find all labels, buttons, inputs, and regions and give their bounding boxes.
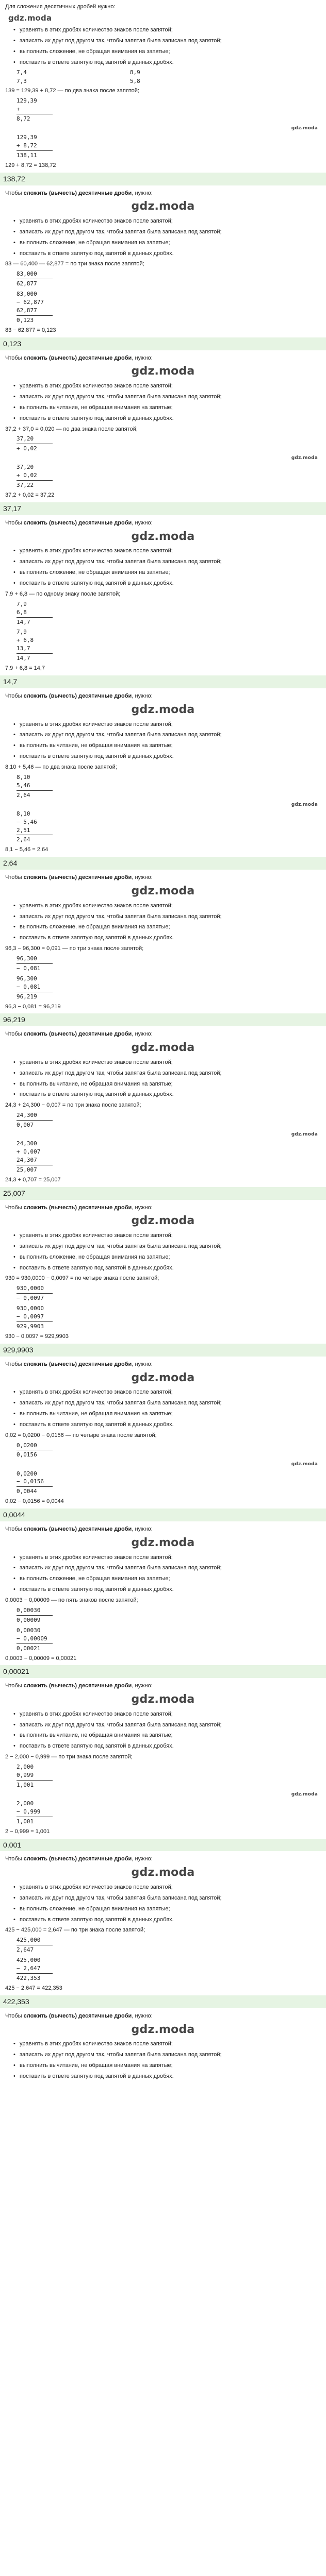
calc-row: 929,9903 [17,1323,44,1330]
calc-row: 6,8 [17,608,27,616]
calc-row: 0,0200 [17,1470,37,1477]
watermark: gdz.moda [291,125,318,131]
calc-row: 930,0000 [17,1285,44,1292]
calc-row: 425,000 [17,1937,41,1944]
rule-write: • записать их друг под другом так, чтобы запятая была записана под запятой; [13,393,321,401]
problem-intro: 425 − 425,000 = 2,647 — по три знака после запятой; [5,1927,145,1934]
problem-intro: 37,2 + 37,0 = 0,020 — по два знака после запятой; [5,426,138,432]
task-title: Чтобы сложить (вычесть) десятичные дроби, нужно: [5,692,153,699]
calc-row: − 2,647 [17,1965,41,1972]
rule-sub: • выполнить вычитание, не обращая внимания на запятые; [13,1410,321,1418]
calc-row: 0,0156 [17,1451,37,1459]
problem-block [5,260,321,422]
calc-row: 2,51 [17,826,30,834]
calc-row: − 0,081 [17,983,41,990]
rule-write: • записать их друг под другом так, чтобы запятая была записана под запятой; [13,913,321,921]
rule-add: • выполнить сложение, не обращая внимания на запятые; [13,923,321,931]
calc-row: 14,7 [17,618,30,625]
calc-row: 24,307 [17,1156,37,1163]
problem-result: 425 − 2,647 = 422,353 [5,1985,62,1991]
calc-row: + 6,8 [17,637,34,644]
task-title: Чтобы сложить (вычесть) десятичные дроби, нужно: [5,1856,153,1862]
watermark: gdz.moda [131,365,195,378]
calc-row: 96,219 [17,993,37,1000]
task-title-bold: сложить (вычесть) десятичные дроби [23,1526,132,1533]
answer-bar: 37,17 [0,502,326,515]
calc-row: − 5,46 [17,818,37,825]
problem-block [5,426,321,587]
calc-row: 96,300 [17,955,37,962]
rule-align: • уравнять в этих дробях количество знаков после запятой; [13,26,321,34]
calc-row: − 0,0097 [17,1295,44,1302]
watermark: gdz.moda [131,2023,195,2036]
problem-block [5,1432,321,1594]
column-calc [17,1763,321,1789]
calc-row: 8,72 [17,115,30,122]
calc-divider [17,315,53,316]
column-calc [17,1956,321,1982]
calc-row: + 8,72 [17,142,37,149]
rule-put: • поставить в ответе запятую под запятой в данных дробях. [13,1264,321,1272]
watermark: gdz.moda [291,455,318,461]
calc-row: 2,647 [17,1946,34,1954]
calc-row: 2,64 [17,791,30,799]
rules-list [5,2040,321,2080]
rule-write: • записать их друг под другом так, чтобы запятая была записана под запятой; [13,1243,321,1250]
calc-row: 930,0000 [17,1305,44,1312]
column-calc [17,1284,321,1302]
rules-list [5,547,321,587]
task-title-bold: сложить (вычесть) десятичные дроби [23,1361,132,1367]
rule-align: • уравнять в этих дробях количество знаков после запятой; [13,902,321,910]
task-title-bold: сложить (вычесть) десятичные дроби [23,1683,132,1689]
column-calc [17,290,321,325]
rule-align: • уравнять в этих дробях количество знаков после запятой; [13,1710,321,1718]
rule-add: • выполнить сложение, не обращая внимания на запятые; [13,1905,321,1913]
calc-row: 0,00030 [17,1626,41,1634]
calc-row: 2,64 [17,836,30,843]
calc-row: 0,00021 [17,1645,41,1652]
watermark: gdz.moda [131,703,195,716]
rules-list [5,1884,321,1923]
rule-align: • уравнять в этих дробях количество знаков после запятой; [13,1232,321,1240]
calc-row: + 0,007 [17,1148,41,1156]
rule-write: • записать их друг под другом так, чтобы запятая была записана под запятой; [13,1399,321,1407]
calc-divider [17,963,53,964]
calc-row: 129,39 [17,97,37,104]
problem-block [5,1597,321,1750]
problem-result: 83 − 62,877 = 0,123 [5,327,56,333]
column-calc [17,435,321,453]
problem-block [5,87,321,257]
task-title: Чтобы сложить (вычесть) десятичные дроби, нужно: [5,1204,153,1211]
answer-bar: 929,9903 [0,1344,326,1357]
column-calc [17,1800,321,1826]
rule-write: • записать их друг под другом так, чтобы запятая была записана под запятой; [13,558,321,566]
calc-row: − 0,999 [17,1808,41,1815]
rule-add: • выполнить сложение, не обращая внимания на запятые; [13,1575,321,1583]
example-pair [17,78,321,86]
rule-write: • записать их друг под другом так, чтобы запятая была записана под запятой; [13,1894,321,1902]
problem-result: 0,02 − 0,0156 = 0,0044 [5,1498,64,1505]
calc-divider [17,1321,53,1322]
rule-sub: • выполнить вычитание, не обращая внимания на запятые; [13,2062,321,2070]
rule-write: • записать их друг под другом так, чтобы запятая была записана под запятой; [13,2051,321,2059]
column-calc [17,1606,321,1624]
watermark: gdz.moda [291,802,318,807]
problem-intro: 24,3 + 24,300 − 0,007 = по три знака после запятой; [5,1102,141,1109]
calc-row: 425,000 [17,1957,41,1964]
rule-put: • поставить в ответе запятую под запятой в данных дробях. [13,250,321,258]
rules-list [5,1554,321,1594]
watermark: gdz.moda [131,530,195,543]
rule-put: • поставить в ответе запятую под запятой в данных дробях. [13,580,321,587]
calc-divider [17,790,53,791]
calc-row: 0,999 [17,1771,34,1778]
watermark: gdz.moda [131,1536,195,1549]
calc-row: 37,20 [17,464,34,471]
column-calc [17,1470,321,1496]
pair-left: 7,3 [17,78,27,85]
watermark: gdz.moda [131,1866,195,1879]
problem-block [5,1275,321,1428]
rule-put: • поставить в ответе запятую под запятой в данных дробях. [13,1091,321,1098]
column-calc [17,1626,321,1653]
rules-list [5,26,321,66]
watermark: gdz.moda [291,1462,318,1467]
problem-result: 24,3 + 0,707 = 25,007 [5,1176,61,1183]
column-calc [17,97,321,123]
column-calc [17,810,321,844]
problem-intro: 0,02 = 0,0200 − 0,0156 — по четыре знака после запятой; [5,1432,157,1438]
rules-list [5,1388,321,1428]
rule-align: • уравнять в этих дробях количество знаков после запятой; [13,2040,321,2048]
rule-align: • уравнять в этих дробях количество знаков после запятой; [13,1059,321,1066]
calc-row: 8,10 [17,773,30,781]
calc-row: 13,7 [17,645,30,652]
answer-bar: 2,64 [0,857,326,870]
calc-row: 62,877 [17,280,37,287]
task-title-bold: сложить (вычесть) десятичные дроби [23,2012,132,2019]
problem-block [5,945,321,1098]
task-title: Чтобы сложить (вычесть) десятичные дроби, нужно: [5,190,153,196]
calc-row: − 0,0156 [17,1478,44,1485]
task-title: Чтобы сложить (вычесть) десятичные дроби, нужно: [5,2012,153,2019]
problem-intro: 96,3 − 96,300 = 0,091 — по три знака после запятой; [5,945,144,952]
rules-list [5,1059,321,1098]
rule-align: • уравнять в этих дробях количество знаков после запятой; [13,1554,321,1562]
rule-write: • записать их друг под другом так, чтобы запятая была записана под запятой; [13,1564,321,1572]
watermark: gdz.moda [131,1041,195,1055]
column-calc [17,975,321,1001]
task-title: Чтобы сложить (вычесть) десятичные дроби, нужно: [5,519,153,526]
watermark: gdz.moda [131,200,195,213]
rule-sub: • выполнить вычитание, не обращая внимания на запятые; [13,1080,321,1088]
calc-divider [17,1780,53,1781]
calc-row: 422,353 [17,1974,41,1981]
problem-block [5,1101,321,1272]
task-title-bold: сложить (вычесть) десятичные дроби [23,1856,132,1862]
watermark: gdz.moda [8,13,52,23]
calc-row: 0,00030 [17,1606,41,1614]
calc-row: 0,0200 [17,1442,37,1449]
rule-put: • поставить в ответе запятую под запятой в данных дробях. [13,1586,321,1594]
calc-row: 2,000 [17,1800,34,1807]
answer-bar: 96,219 [0,1013,326,1026]
watermark: gdz.moda [131,885,195,897]
calc-row: + 0,02 [17,445,37,452]
pair-right: 5,8 [129,78,140,85]
answer-bar: 422,353 [0,1995,326,2008]
calc-divider [17,1973,53,1974]
task-title: Чтобы сложить (вычесть) десятичные дроби, нужно: [5,1361,153,1367]
problem-block [5,764,321,942]
answer-bar: 0,00021 [0,1665,326,1678]
calc-row: 0,007 [17,1122,34,1129]
watermark: gdz.moda [131,1214,195,1228]
task-title-bold: сложить (вычесть) десятичные дроби [23,190,132,196]
rule-put: • поставить в ответе запятую под запятой в данных дробях. [13,753,321,760]
column-calc [17,270,321,288]
rule-write: • записать их друг под другом так, чтобы запятая была записана под запятой; [13,228,321,236]
calc-row: 138,11 [17,151,37,159]
rule-write: • записать их друг под другом так, чтобы запятая была записана под запятой; [13,1721,321,1729]
column-calc [17,1111,321,1129]
task-title: Чтобы сложить (вычесть) десятичные дроби, нужно: [5,874,153,881]
example-pair [17,69,321,77]
answer-bar: 0,001 [0,1839,326,1852]
column-calc [17,463,321,489]
task-title-bold: сложить (вычесть) десятичные дроби [23,874,132,881]
task-title: Чтобы сложить (вычесть) десятичные дроби, нужно: [5,1526,153,1533]
rules-list [5,902,321,942]
task-title: Чтобы сложить (вычесть) десятичные дроби, нужно: [5,354,153,361]
problem-block [5,590,321,760]
rule-align: • уравнять в этих дробях количество знаков после запятой; [13,217,321,225]
calc-row: 96,300 [17,975,37,982]
rules-list [5,1232,321,1272]
answer-bar: 14,7 [0,675,326,688]
problem-result: 129 + 8,72 = 138,72 [5,162,56,168]
problem-intro: 2 − 2,000 − 0,999 — по три знака после запятой; [5,1754,133,1760]
rule-put: • поставить в ответе запятую под запятой в данных дробях. [13,1742,321,1750]
calc-row: 0,00009 [17,1616,41,1623]
rule-put: • поставить в ответе запятую под запятой в данных дробях. [13,1421,321,1429]
problem-result: 2 − 0,999 = 1,001 [5,1828,50,1835]
watermark: gdz.moda [131,1693,195,1706]
rule-put: • поставить в ответе запятую под запятой в данных дробях. [13,934,321,942]
calc-divider [17,653,53,654]
task-title: Чтобы сложить (вычесть) десятичные дроби, нужно: [5,1031,153,1038]
calc-row: 14,7 [17,655,30,662]
calc-row: 37,22 [17,482,34,489]
answer-bar: 0,123 [0,337,326,350]
calc-divider [17,1615,53,1616]
rule-write: • записать их друг под другом так, чтобы запятая была записана под запятой; [13,37,321,45]
calc-divider [17,617,53,618]
calc-row: − 62,877 [17,299,44,306]
calc-divider [17,1486,53,1487]
calc-row: 7,9 [17,600,27,607]
column-calc [17,955,321,973]
task-title-bold: сложить (вычесть) десятичные дроби [23,692,132,699]
problem-intro: 0,0003 − 0,00009 — по пять знаков после запятой; [5,1597,138,1603]
rule-add: • выполнить сложение, не обращая внимания на запятые; [13,48,321,56]
calc-row: 1,001 [17,1781,34,1788]
problem-intro: 139 = 129,39 + 8,72 — по два знака после запятой; [5,88,139,94]
task-title-bold: сложить (вычесть) десятичные дроби [23,354,132,361]
problems-list [5,87,321,2080]
rule-write: • записать их друг под другом так, чтобы запятая была записана под запятой; [13,1070,321,1077]
calc-row: 5,46 [17,782,30,789]
rule-add: • выполнить сложение, не обращая внимания на запятые; [13,1253,321,1261]
rules-list [5,1710,321,1750]
watermark: gdz.moda [291,1791,318,1797]
rule-align: • уравнять в этих дробях количество знаков после запятой; [13,1884,321,1891]
problem-result: 930 − 0,0097 = 929,9903 [5,1333,69,1340]
problem-block [5,1926,321,2080]
rules-list [5,382,321,422]
problem-result: 7,9 + 6,8 = 14,7 [5,665,45,672]
problem-intro: 8,10 + 5,46 — по два знака после запятой; [5,764,117,770]
rule-put: • поставить в ответе запятую под запятой в данных дробях. [13,59,321,66]
pair-left: 7,4 [17,69,27,76]
column-calc [17,773,321,800]
intro-text: Для сложения десятичных дробей нужно: [5,4,116,10]
calc-divider [17,150,53,151]
calc-divider [17,1643,53,1644]
rule-put: • поставить в ответе запятую под запятой в данных дробях. [13,2073,321,2080]
column-calc [17,600,321,626]
rule-sub: • выполнить вычитание, не обращая внимания на запятые; [13,404,321,412]
rule-put: • поставить в ответе запятую под запятой в данных дробях. [13,1916,321,1924]
calc-divider [17,1293,53,1294]
problem-result: 8,1 − 5,46 = 2,64 [5,846,48,853]
answer-bar: 138,72 [0,173,326,185]
column-calc [17,1140,321,1174]
calc-row: 1,001 [17,1818,34,1825]
calc-row: 83,000 [17,291,37,298]
task-title-bold: сложить (вычесть) десятичные дроби [23,1204,132,1211]
pair-right: 8,9 [129,69,140,76]
column-calc [17,628,321,663]
rule-add: • выполнить сложение, не обращая внимания на запятые; [13,239,321,247]
problem-result: 0,0003 − 0,00009 = 0,00021 [5,1655,77,1662]
calc-row: 0,123 [17,316,34,324]
rule-add: • выполнить сложение, не обращая внимания на запятые; [13,569,321,577]
rule-write: • записать их друг под другом так, чтобы запятая была записана под запятой; [13,731,321,739]
watermark: gdz.moda [131,1371,195,1384]
answer-bar: 25,007 [0,1187,326,1200]
calc-row: 37,20 [17,435,34,443]
calc-row: 25,007 [17,1166,37,1173]
calc-row: 2,000 [17,1763,34,1770]
column-calc [17,133,321,160]
calc-row: − 0,0097 [17,1313,44,1320]
calc-divider [17,480,53,481]
problem-intro: 83 — 60,400 — 62,877 = по три знака после запятой; [5,261,144,267]
problem-block [5,1753,321,1923]
problem-result: 37,2 + 0,02 = 37,22 [5,492,55,499]
task-title: Чтобы сложить (вычесть) десятичные дроби, нужно: [5,1683,153,1689]
calc-row: 24,300 [17,1140,37,1147]
rule-sub: • выполнить вычитание, не обращая внимания на запятые; [13,742,321,750]
problem-result: 96,3 − 0,081 = 96,219 [5,1003,61,1010]
rule-align: • уравнять в этих дробях количество знаков после запятой; [13,1388,321,1396]
problem-intro: 930 = 930,0000 − 0,0097 = по четыре знака после запятой; [5,1275,159,1282]
calc-row: + 0,02 [17,472,37,479]
column-calc [17,1304,321,1331]
calc-row: 0,0044 [17,1488,37,1495]
calc-row: + [17,105,20,112]
rule-put: • поставить в ответе запятую под запятой в данных дробях. [13,415,321,422]
rule-sub: • выполнить вычитание, не обращая внимания на запятые; [13,1732,321,1739]
rule-align: • уравнять в этих дробях количество знаков после запятой; [13,382,321,390]
watermark: gdz.moda [291,1131,318,1137]
calc-row: 8,10 [17,810,30,817]
rule-align: • уравнять в этих дробях количество знаков после запятой; [13,721,321,728]
calc-row: − 0,081 [17,964,41,972]
task-title-bold: сложить (вычесть) десятичные дроби [23,1031,132,1038]
calc-row: 83,000 [17,270,37,278]
rules-list [5,217,321,257]
calc-row: 7,9 [17,629,27,636]
answer-bar: 0,0044 [0,1509,326,1521]
problem-intro: 7,9 + 6,8 — по одному знаку после запятой; [5,590,121,597]
rule-align: • уравнять в этих дробях количество знаков после запятой; [13,547,321,555]
calc-row: 129,39 [17,133,37,141]
calc-divider [17,1120,53,1121]
calc-row: 62,877 [17,307,37,314]
task-title-bold: сложить (вычесть) десятичные дроби [23,519,132,526]
column-calc [17,1442,321,1460]
calc-row: − 0,00009 [17,1635,47,1642]
calc-row: 24,300 [17,1112,37,1119]
column-calc [17,1936,321,1954]
rules-list [5,721,321,760]
